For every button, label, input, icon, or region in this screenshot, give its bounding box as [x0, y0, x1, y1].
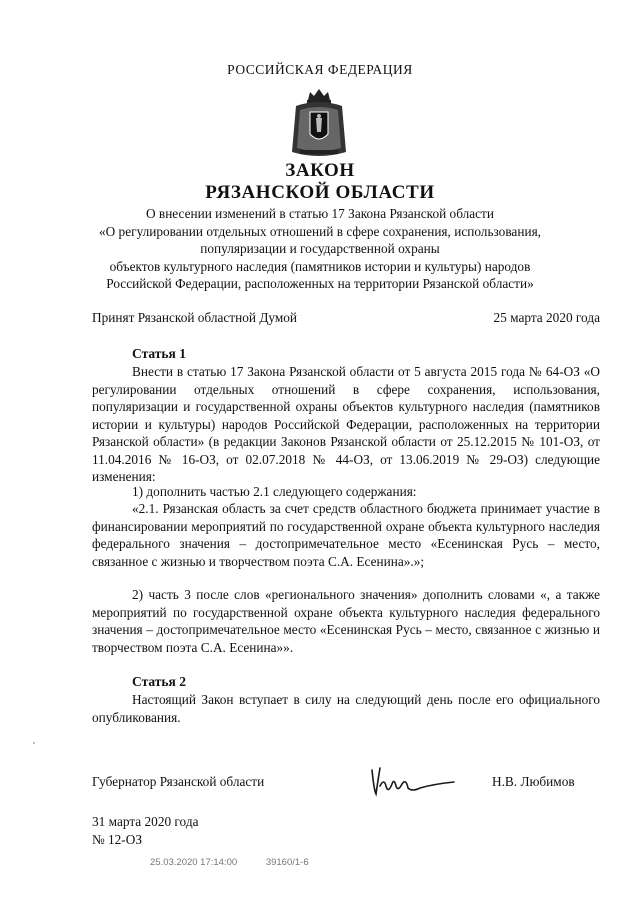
scan-mark [33, 742, 35, 744]
subject-line: О внесении изменений в статью 17 Закона Рязанской области [145, 206, 494, 221]
article-2-text: Настоящий Закон вступает в силу на следующий день после его официального опубликования. [92, 692, 600, 725]
subject-line: «О регулировании отдельных отношений в сфере сохранения, использования, [98, 223, 542, 239]
signatory-position: Губернатор Рязанской области [92, 774, 265, 789]
coat-of-arms-icon [288, 86, 350, 160]
article-2-heading: Статья 2 [132, 674, 186, 689]
article-1-item-1: 1) дополнить частью 2.1 следующего содержания: [132, 484, 417, 499]
law-title-line1: ЗАКОН [285, 160, 355, 181]
subject-line: Российской Федерации, расположенных на территории Рязанской области» [106, 276, 534, 292]
law-subject [60, 205, 580, 293]
stamp-datetime: 25.03.2020 17:14:00 [150, 857, 238, 868]
article-1-item-1-text: «2.1. Рязанская область за счет средств областного бюджета принимает участие в финансировании мероприятий по государственной охране объекта культурного наследия федерального значения – достопримечательное место «Есенинская Русь – место, связанное с жизнью и творчеством поэта С.А. Есенина».»; [92, 501, 600, 569]
signatory-name: Н.В. Любимов [492, 774, 575, 789]
article-1-heading: Статья 1 [132, 346, 186, 361]
stamp-code: 39160/1-6 [265, 857, 309, 868]
signing-date: 31 марта 2020 года [92, 814, 199, 829]
country-heading: РОССИЙСКАЯ ФЕДЕРАЦИЯ [227, 62, 413, 77]
handwritten-signature [368, 760, 458, 800]
adopted-by: Принят Рязанской областной Думой [92, 310, 298, 325]
law-title [0, 160, 640, 204]
registration-stamp [150, 857, 335, 868]
article-1-item-2: 2) часть 3 после слов «регионального значения» дополнить словами «, а также мероприятий по государственной охране объекта культурного наследия федерального значения – достопримечательное место «Есенинская Русь – место, связанное с жизнью и творчеством поэта С.А. Есенина»». [92, 587, 600, 655]
law-number: № 12-ОЗ [92, 832, 142, 847]
article-1-intro: Внести в статью 17 Закона Рязанской области от 5 августа 2015 года № 64-ОЗ «О регулировании отдельных отношений в сфере сохранения, использования, популяризации и государственной охраны объектов культурного наследия (памятников истории и культуры) народов Российской Федерации, расположенных на территории Рязанской области» (в редакции Законов Рязанской области от 25.12.2015 № 101-ОЗ, от 11.04.2016 № 16-ОЗ, от 02.07.2018 № 44-ОЗ, от 13.06.2019 № 29-ОЗ) следующие изменения: [92, 364, 600, 484]
subject-line: объектов культурного наследия (памятников истории и культуры) народов [109, 258, 531, 274]
law-title-line2: РЯЗАНСКОЙ ОБЛАСТИ [205, 182, 435, 203]
adoption-info [92, 310, 600, 326]
adopted-date: 25 марта 2020 года [493, 310, 600, 325]
subject-line: популяризации и государственной охраны [200, 241, 440, 257]
